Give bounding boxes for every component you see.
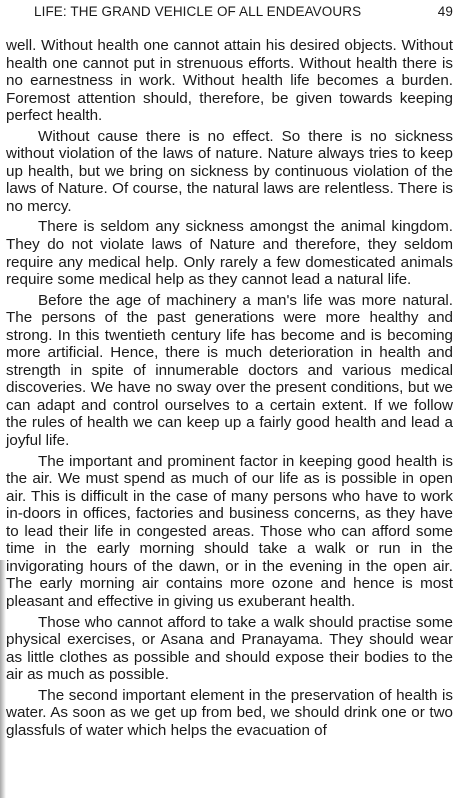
- paragraph-cause-and-effect: Without cause there is no effect. So there is no sickness without violation of the laws of nature. Nature always tries to keep up health, but we bring on sickness by continuous violation of the laws of Nature. Of course, the natural laws are relentless. There is no mercy.: [6, 127, 453, 215]
- body-text: [6, 37, 453, 742]
- page-number: 49: [437, 4, 453, 19]
- running-head: [34, 4, 453, 24]
- paragraph-animal-kingdom: There is seldom any sickness amongst the animal kingdom. They do not violate laws of Nature and therefore, they seldom require any medical help. Only rarely a few domesticated animals require some medical help as they cannot lead a natural life.: [6, 218, 453, 289]
- scan-edge-shadow: [0, 560, 6, 798]
- paragraph-water: The second important element in the preservation of health is water. As soon as we get up from bed, we should drink one or two glassfuls of water which helps the evacuation of: [6, 686, 453, 739]
- paragraph-age-of-machinery: Before the age of machinery a man's life was more natural. The persons of the past generations were more healthy and strong. In this twentieth century life has become and is becoming more artificial. Hence, there is much deterioration in health and strength in spite of innumerable doctors and various medical discoveries. We have no sway over the present conditions, but we can adapt and control ourselves to a certain extent. If we follow the rules of health we can keep up a fairly good health and lead a joyful life.: [6, 291, 453, 450]
- paragraph-fresh-air: The important and prominent factor in keeping good health is the air. We must spend as much of our life as is possible in open air. This is difficult in the case of many persons who have to work in-doors in offices, factories and business concerns, as they have to lead their life in congested areas. Those who can afford some time in the early morning should take a walk or run in the invigorating hours of the dawn, or in the evening in the open air. The early morning air contains more ozone and hence is most pleasant and effective in giving us exuberant health.: [6, 452, 453, 610]
- paragraph-exercises: Those who cannot afford to take a walk should practise some physical exercises, or Asana and Pranayama. They should wear as little clothes as possible and should expose their bodies to the air as much as possible.: [6, 613, 453, 684]
- running-title: LIFE: THE GRAND VEHICLE OF ALL ENDEAVOURS: [34, 4, 362, 19]
- paragraph-health-importance: well. Without health one cannot attain his desired objects. Without health one cannot put in strenuous efforts. Without health there is no earnestness in work. Without health life becomes a burden. Foremost attention should, therefore, be given towards keeping perfect health.: [6, 37, 453, 125]
